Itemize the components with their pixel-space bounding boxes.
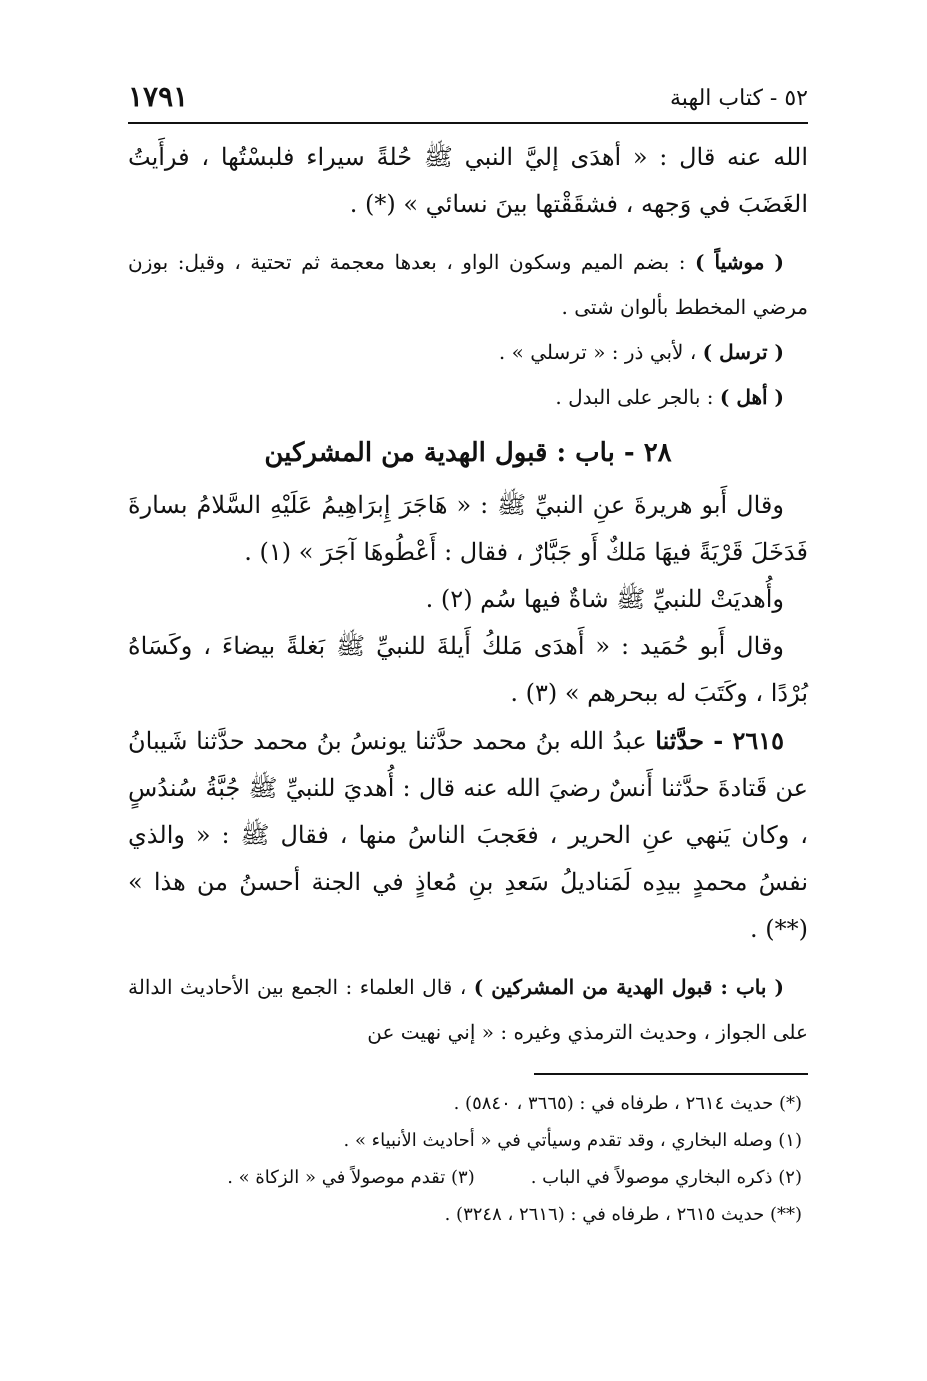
footnote-2-3 xyxy=(128,1159,808,1196)
hadith-abu-hurayra: وقال أَبو هريرةَ عنِ النبيِّ ﷺ : « هَاجَرَ إِبرَاهِيمُ عَلَيْهِ السَّلامُ بسارةَ فَدَخَلَ قَرْيَةً فيهَا مَلكٌ أَو جَبَّارٌ ، فقال : أَعْطُوهَا آجَرَ » (١) . xyxy=(128,491,808,566)
commentary-mushiyan xyxy=(128,240,808,330)
term-label: ( ترسل ) xyxy=(702,340,784,364)
book-page xyxy=(128,78,808,1225)
footnote-2: (٢) ذكره البخاري موصولاً في الباب . xyxy=(530,1167,802,1188)
commentary-tarsil xyxy=(128,330,808,375)
footnote-star: (*) حديث ٢٦١٤ ، طرفاه في : (٣٦٦٥ ، ٥٨٤٠) . xyxy=(453,1093,802,1114)
page-number: ١٧٩١ xyxy=(128,80,189,113)
term-label: ( أهل ) xyxy=(719,385,784,409)
page-body xyxy=(128,134,808,1233)
hadith-number: ٢٦١٥ - حدَّثنا xyxy=(655,726,784,755)
commentary-text: ، لأبي ذر : « ترسلي » . xyxy=(498,340,703,364)
commentary-text: : بضم الميم وسكون الواو ، بعدها معجمة ثم تحتية ، وقيل: بوزن مرضي المخطط بألوان شتى . xyxy=(128,250,808,319)
footnote-double-star: (**) حديث ٢٦١٥ ، طرفاه في : (٢٦١٦ ، ٣٢٤٨) . xyxy=(444,1204,802,1225)
commentary-ahl xyxy=(128,375,808,420)
term-label: ( باب : قبول الهدية من المشركين ) xyxy=(473,975,784,999)
hadith-poisoned-sheep: وأُهديَتْ للنبيِّ ﷺ شاةٌ فيها سُم (٢) . xyxy=(425,585,784,613)
hadith-text: عبدُ الله بنُ محمد حدَّثنا يونسُ بنُ محمد حدَّثنا شَيبانُ عن قَتادةَ حدَّثنا أَنسٌ رضيَ الله عنه قال : أُهديَ للنبيِّ ﷺ جُبَّةُ سُندُسٍ ، وكان يَنهي عنِ الحرير ، فعَجبَ الناسُ منها ، فقال ﷺ : « والذي نفسُ محمدٍ بيدِه لَمَناديلُ سَعدِ بنِ مُعاذٍ في الجنة أحسنُ من هذا » (**) . xyxy=(128,727,808,943)
footnote-1: (١) وصله البخاري ، وقد تقدم وسيأتي في « أحاديث الأنبياء » . xyxy=(343,1130,802,1151)
commentary-bab xyxy=(128,965,808,1055)
term-label: ( موشياً ) xyxy=(694,250,784,274)
footnote-3: (٣) تقدم موصولاً في « الزكاة » . xyxy=(227,1167,475,1188)
header-rule xyxy=(128,122,808,124)
section-heading: ٢٨ - باب : قبول الهدية من المشركين xyxy=(264,438,672,468)
commentary-text: ، قال العلماء : الجمع بين الأحاديث الدالة على الجواز ، وحديث الترمذي وغيره : « إني نهيت عن xyxy=(128,975,808,1044)
hadith-2615 xyxy=(128,717,808,953)
hadith-continuation: الله عنه قال : « أهدَى إليَّ النبي ﷺ حُلةً سيراء فلبسْتُها ، فرأَيتُ الغَضَبَ في وَجهه ، فشقَقْتها بينَ نسائي » (*) . xyxy=(128,143,808,218)
chapter-title: ٥٢ - كتاب الهبة xyxy=(670,86,808,111)
commentary-text: : بالجر على البدل . xyxy=(555,385,720,409)
footnote-rule xyxy=(534,1073,808,1075)
hadith-abu-humayd: وقال أَبو حُمَيد : « أَهدَى مَلكُ أَيلةَ للنبيِّ ﷺ بَغلةً بيضاءَ ، وكَسَاهُ بُرْدًا ، وكَتَبَ له ببحرهم » (٣) . xyxy=(128,632,808,707)
page-header xyxy=(128,78,808,122)
